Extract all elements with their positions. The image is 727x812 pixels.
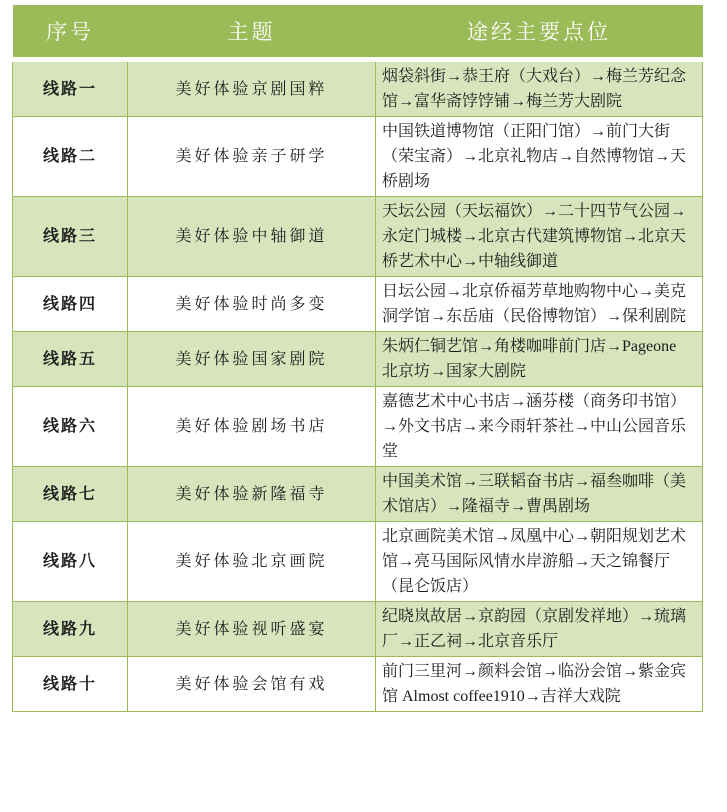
table-row-8 [13, 522, 703, 602]
table-row-2 [13, 117, 703, 197]
route-number-cell: 线路一 [13, 60, 128, 117]
route-number-cell: 线路八 [13, 522, 128, 602]
theme-cell: 美好体验亲子研学 [128, 117, 376, 197]
table-row-10 [13, 657, 703, 712]
routes-table [12, 5, 703, 712]
route-points-cell: 前门三里河→颜料会馆→临汾会馆→紫金宾馆 Almost coffee1910→吉祥大戏院 [376, 657, 703, 712]
theme-cell: 美好体验中轴御道 [128, 197, 376, 277]
table-row-7 [13, 467, 703, 522]
theme-cell: 美好体验会馆有戏 [128, 657, 376, 712]
theme-cell: 美好体验新隆福寺 [128, 467, 376, 522]
route-number-cell: 线路六 [13, 387, 128, 467]
theme-cell: 美好体验京剧国粹 [128, 60, 376, 117]
route-number-cell: 线路十 [13, 657, 128, 712]
route-number-cell: 线路九 [13, 602, 128, 657]
table-row-3 [13, 197, 703, 277]
route-points-cell: 北京画院美术馆→凤凰中心→朝阳规划艺术馆→亮马国际风情水岸游船→天之锦餐厅（昆仑饭店） [376, 522, 703, 602]
route-number-cell: 线路五 [13, 332, 128, 387]
theme-cell: 美好体验视听盛宴 [128, 602, 376, 657]
route-points-cell: 中国铁道博物馆（正阳门馆）→前门大街（荣宝斋）→北京礼物店→自然博物馆→天桥剧场 [376, 117, 703, 197]
theme-cell: 美好体验时尚多变 [128, 277, 376, 332]
table-row-5 [13, 332, 703, 387]
theme-cell: 美好体验国家剧院 [128, 332, 376, 387]
route-number-cell: 线路三 [13, 197, 128, 277]
table-row-6 [13, 387, 703, 467]
route-points-cell: 朱炳仁铜艺馆→角楼咖啡前门店→Pageone 北京坊→国家大剧院 [376, 332, 703, 387]
route-number-cell: 线路七 [13, 467, 128, 522]
route-points-cell: 纪晓岚故居→京韵园（京剧发祥地）→琉璃厂→正乙祠→北京音乐厅 [376, 602, 703, 657]
table-row-1 [13, 60, 703, 117]
route-points-cell: 中国美术馆→三联韬奋书店→福叁咖啡（美术馆店）→隆福寺→曹禺剧场 [376, 467, 703, 522]
header-theme: 主题 [128, 5, 376, 60]
header-seq: 序号 [13, 5, 128, 60]
theme-cell: 美好体验北京画院 [128, 522, 376, 602]
route-points-cell: 天坛公园（天坛福饮）→二十四节气公园→永定门城楼→北京古代建筑博物馆→北京天桥艺术中心→中轴线御道 [376, 197, 703, 277]
table-header-row [13, 5, 703, 60]
route-number-cell: 线路四 [13, 277, 128, 332]
table-row-9 [13, 602, 703, 657]
theme-cell: 美好体验剧场书店 [128, 387, 376, 467]
route-points-cell: 烟袋斜街→恭王府（大戏台）→梅兰芳纪念馆→富华斋饽饽铺→梅兰芳大剧院 [376, 60, 703, 117]
route-points-cell: 日坛公园→北京侨福芳草地购物中心→美克洞学馆→东岳庙（民俗博物馆）→保利剧院 [376, 277, 703, 332]
header-route: 途经主要点位 [376, 5, 703, 60]
route-points-cell: 嘉德艺术中心书店→涵芬楼（商务印书馆）→外文书店→来今雨轩茶社→中山公园音乐堂 [376, 387, 703, 467]
route-number-cell: 线路二 [13, 117, 128, 197]
table-row-4 [13, 277, 703, 332]
routes-table-container [12, 5, 703, 712]
